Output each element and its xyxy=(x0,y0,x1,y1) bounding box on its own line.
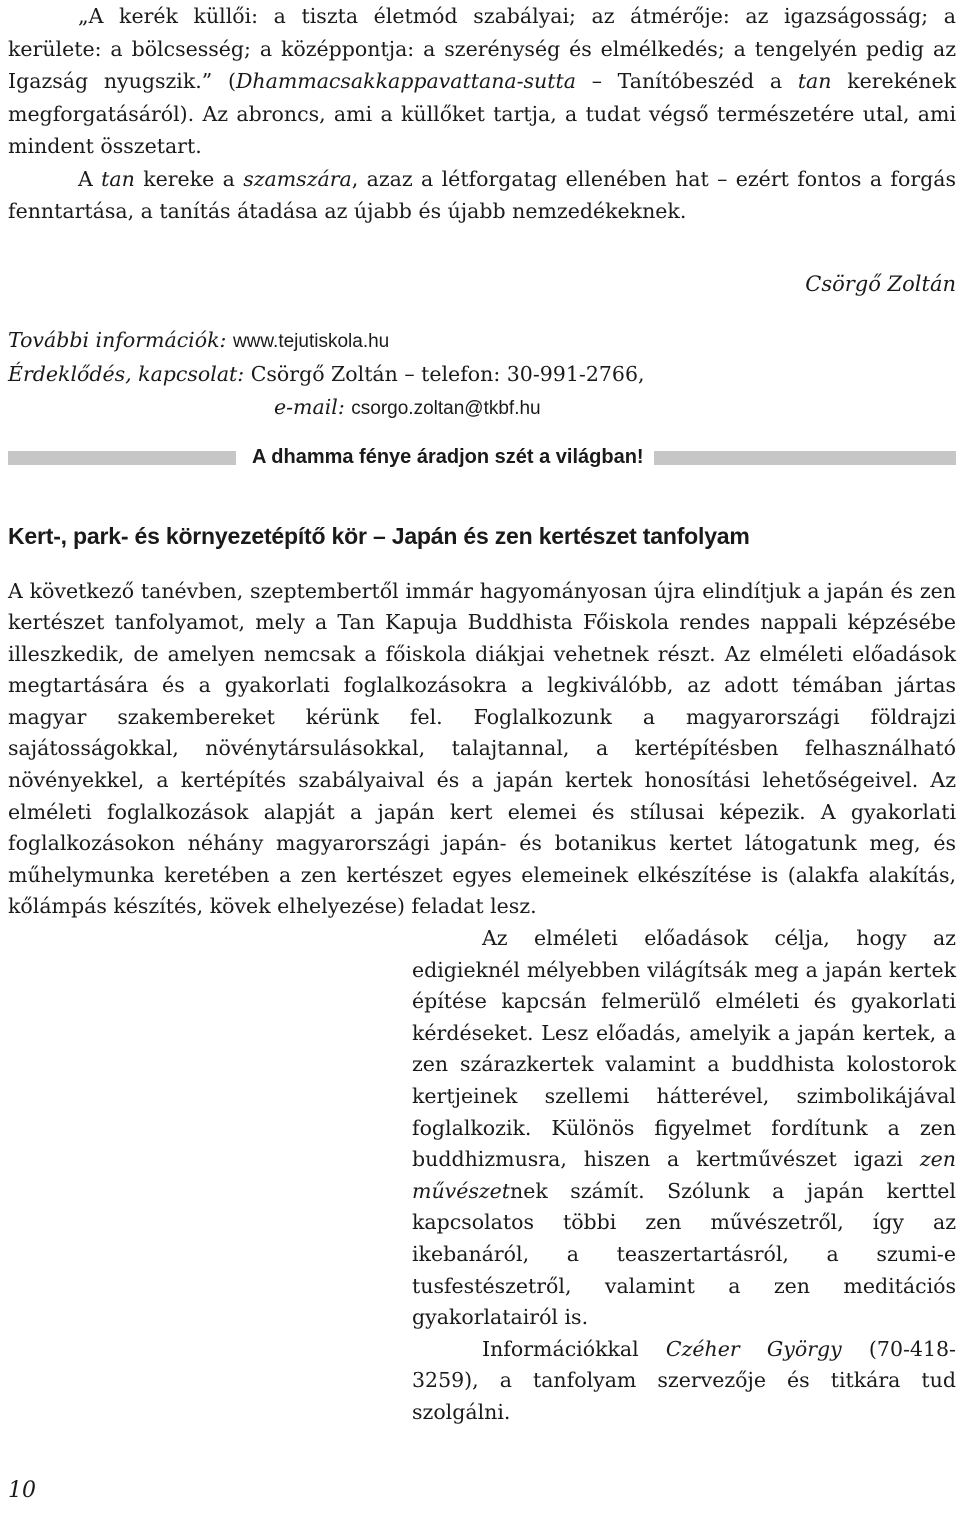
article-text: (70-418-3259), a tanfolyam szervezője és titkára tud szolgálni. xyxy=(412,1336,956,1424)
email-label: e-mail: xyxy=(274,394,345,419)
contact-person: Czéher György xyxy=(665,1336,842,1361)
zen-art-term: zen művészet xyxy=(412,1147,956,1203)
banner-bar-left xyxy=(8,451,236,465)
article-text: nek számít. Szólunk a japán kerttel kapcsolatos többi zen művészetről, így az ikebanáról, a teaszertartásról, a szumi-e tusfestészetről, valamint a zen meditációs gyakorlatairól is. xyxy=(412,1178,956,1330)
signature: Csörgő Zoltán xyxy=(805,271,956,296)
page xyxy=(8,0,956,1429)
article-paragraph-1: A következő tanévben, szeptembertől immár hagyományosan újra elindítjuk a japán és zen kertészet tanfolyamot, mely a Tan Kapuja Buddhista Főiskola rendes nappali képzésébe illeszkedik, de amelyen nemcsak a főiskola diákjai vehetnek részt. Az elméleti előadások megtartására és a gyakorlati foglalkozásokra a legkiválóbb, az adott témában jártas magyar szakembereket kérünk fel. Foglalkozunk a magyarországi földrajzi sajátosságokkal, növénytársulásokkal, talajtannal, a kertépítésben felhasználható növényekkel, a kertépítés szabályaival és a japán kertek honosítási lehetőségeivel. Az elméleti foglalkozások alapját a japán kert elemei és stílusai képezik. A gyakorlati foglalkozásokon néhány magyarországi japán- és botanikus kertet látogatunk meg, és műhelymunka keretében a zen kertészet egyes elemeinek elkészítése is (alakfa alakítás, kőlámpás készítés, kövek elhelyezése) feladat lesz. xyxy=(8,578,956,919)
quote-block xyxy=(8,0,956,228)
more-info-label: További információk: xyxy=(8,327,227,352)
website-link[interactable]: www.tejutiskola.hu xyxy=(232,330,390,352)
banner xyxy=(8,443,956,473)
article-text: Információkkal xyxy=(482,1336,666,1361)
article-text: Az elméleti előadások célja, hogy az edigieknél mélyebben világítsák meg a japán kertek építése kapcsán felmerülő elméleti és gyakorlati kérdéseket. Lesz előadás, amelyik a japán kertek, a zen szárazkertek valamint a buddhista kolostorok kertjeinek szellemi hátterével, szimbolikájával foglalkozik. Különös figyelmet fordítunk a zen buddhizmusra, hiszen a kertművészet igazi xyxy=(412,926,956,1172)
contact-line xyxy=(8,358,956,391)
page-number: 10 xyxy=(8,1478,36,1503)
article-title: Kert-, park- és környezetépítő kör – Japán és zen kertészet tanfolyam xyxy=(8,522,750,549)
quote-text: kerekének megforgatásáról). Az abroncs, ami a küllőket tartja, a tudat végső természetére utal, ami mindent összetart. xyxy=(8,69,957,158)
quote-paragraph-1 xyxy=(8,0,956,163)
quote-text: kereke a xyxy=(134,166,244,191)
quote-text: , azaz a létforgatag ellenében hat – ezért fontos a forgás fenntartása, a tanítás átadása az újabb és újabb nemzedékeknek. xyxy=(8,166,956,223)
quote-paragraph-2 xyxy=(8,163,956,228)
banner-bar-right xyxy=(654,451,956,465)
quote-text: A xyxy=(78,166,102,191)
tan-word: tan xyxy=(797,69,832,93)
quote-text: „A kerék küllői: a tiszta életmód szabályai; az átmérője: az igazságosság; a kerülete: a bölcsesség; a középpontja: a szerénység és elmélkedés; a tengelyén pedig az Igazság nyugszik.” ( xyxy=(8,4,956,93)
quote-text: – Tanítóbeszéd a xyxy=(575,69,798,93)
article-paragraph-2 xyxy=(412,923,956,1334)
more-info-line xyxy=(8,324,956,358)
email-link[interactable]: csorgo.zoltan@tkbf.hu xyxy=(351,397,541,419)
sutta-name: Dhammacsakkappavattana-sutta xyxy=(235,69,576,93)
article-column xyxy=(412,923,956,1429)
banner-text: A dhamma fénye áradjon szét a világban! xyxy=(252,446,644,468)
email-line xyxy=(8,391,956,425)
contact-text: Csörgő Zoltán – telefon: 30-991-2766, xyxy=(250,361,645,386)
tan-word: tan xyxy=(101,166,135,191)
szamszara-word: szamszára xyxy=(243,166,352,191)
contact-info xyxy=(8,324,956,425)
article-paragraph-3 xyxy=(412,1334,956,1429)
contact-label: Érdeklődés, kapcsolat: xyxy=(8,361,245,386)
